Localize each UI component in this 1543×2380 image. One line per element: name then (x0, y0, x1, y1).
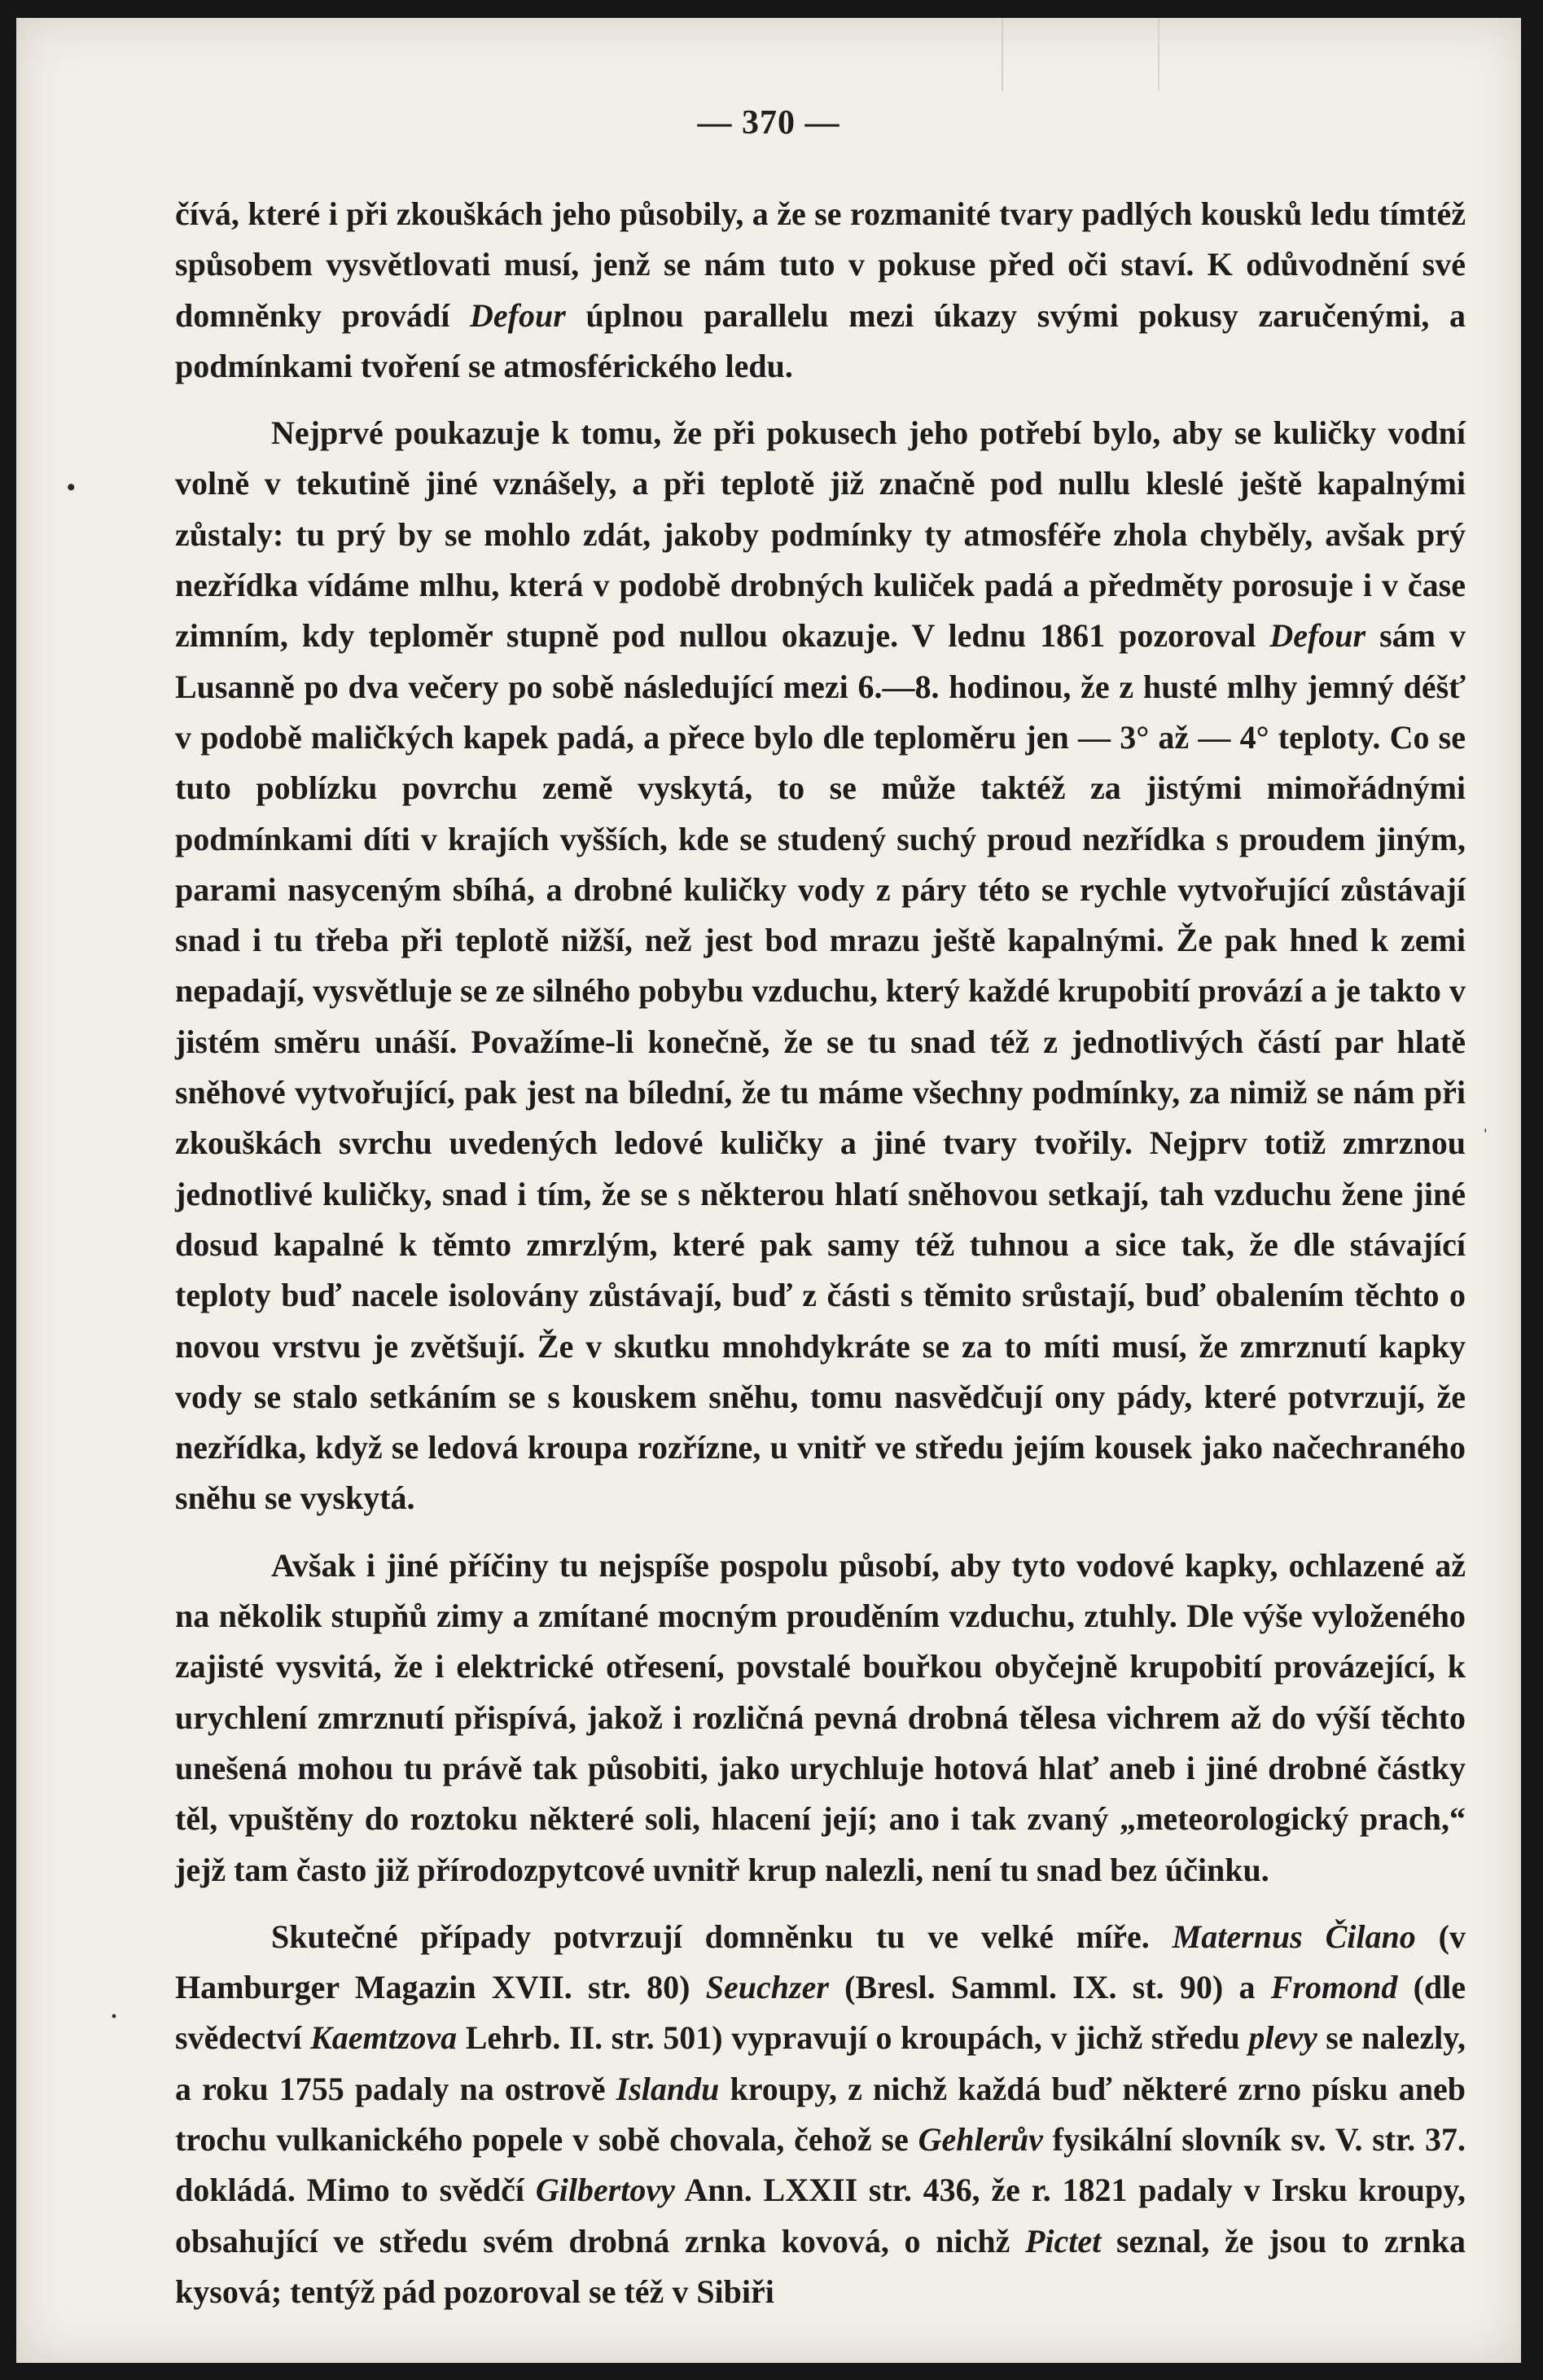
italic-name: Pictet (1025, 2222, 1102, 2259)
text-run: Skutečné případy potvrzují domněnku tu ve velké míře. (271, 1918, 1173, 1955)
italic-name: Islandu (616, 2070, 720, 2107)
margin-mark-bottom-left: · (110, 2003, 119, 2030)
paragraph-4 (175, 1912, 1466, 2317)
text-run: úplnou parallelu mezi úkazy svými pokusy zaručenými, a podmínkami tvoření se atmosférického ledu. (175, 296, 1466, 384)
text-run: Lehrb. II. str. 501) vypravují o kroupách, v jichž středu (457, 2019, 1249, 2057)
paper-bleed-mark (1002, 18, 1159, 91)
body-text (175, 189, 1466, 2334)
text-run: (Bresl. Samml. IX. st. 90) a (828, 1969, 1271, 2006)
margin-mark-right: ˈ (1482, 1125, 1489, 1149)
book-page (16, 18, 1521, 2363)
text-run: (v Hamburger Magazin XVII. str. 80) (175, 1918, 1466, 2006)
text-run: Ann. LXXII str. 436, že r. 1821 padaly v Irsku kroupy, obsahující ve středu svém drobná zrnka kovová, o nichž (175, 2172, 1466, 2259)
page-number: — 370 — (697, 104, 840, 142)
italic-name: Kaemtzova (310, 2019, 458, 2057)
text-run: Avšak i jiné příčiny tu nejspíše pospolu působí, aby tyto vodové kapky, ochlazené až na několik stupňů zimy a zmítané mocným prouděním vzduchu, ztuhly. Dle výše vyloženého zajisté vysvitá, že i elektrické otřesení, povstalé bouřkou obyčejně krupobití provázející, k urychlení zmrznutí přispívá, jakož i rozličná pevná drobná tělesa vichrem až do výší těchto unešená mohou tu právě tak působiti, jako urychluje hotová hlať aneb i jiné drobné částky těl, vpuštěny do roztoku některé soli, hlacení její; ano i tak zvaný „meteorologický prach,“ jejž tam často již přírodozpytcové uvnitř krup nalezli, není tu snad bez účinku. (175, 1546, 1466, 1888)
italic-name: Defour (470, 296, 566, 334)
text-run: kroupy, z nichž každá buď některé zrno písku aneb trochu vulkanického popele v sobě chovala, čehož se (175, 2070, 1466, 2158)
text-run: se nalezly, a roku 1755 padaly na ostrově (175, 2019, 1466, 2107)
text-run: fysikální slovník sv. V. str. 37. dokládá. Mimo to svědčí (175, 2120, 1466, 2209)
margin-mark-left: • (67, 474, 76, 501)
text-run: seznal, že jsou to zrnka kysová; tentýž pád pozoroval se též v Sibiři (175, 2222, 1466, 2310)
italic-name: Fromond (1270, 1969, 1398, 2006)
italic-name: Defour (1269, 617, 1366, 655)
paragraph-1 (175, 189, 1466, 392)
italic-name: plevy (1248, 2019, 1317, 2057)
italic-name: Gilbertovy (535, 2172, 675, 2209)
italic-name: Seuchzer (705, 1969, 829, 2006)
italic-name: Gehlerův (918, 2120, 1043, 2158)
paragraph-2 (175, 408, 1466, 1524)
text-run: Nejprvé poukazuje k tomu, že při pokusech jeho potřebí bylo, aby se kuličky vodní volně v tekutině jiné vznášely, a při teplotě již značně pod nullu kleslé ještě kapalnými zůstaly: tu prý by se mohlo zdát, jakoby podmínky ty atmosféře zhola chyběly, avšak prý nezřídka vídáme mlhu, která v podobě drobných kuliček padá a předměty porosuje i v čase zimním, kdy teploměr stupně pod nullou okazuje. V lednu 1861 pozoroval (175, 414, 1466, 655)
text-run: čívá, které i při zkouškách jeho působily, a že se rozmanité tvary padlých kousků ledu tímtéž spůsobem vysvětlovati musí, jenž se nám tuto v pokuse před oči staví. K odůvodnění své domněnky provádí (175, 195, 1466, 334)
text-run: sám v Lusanně po dva večery po sobě následující mezi 6.—8. hodinou, že z husté mlhy jemný déšť v podobě maličkých kapek padá, a přece bylo dle teploměru jen — 3° až — 4° teploty. Co se tuto poblízku povrchu země vyskytá, to se může taktéž za jistými mimořádnými podmínkami díti v krajích vyšších, kde se studený suchý proud nezřídka s proudem jiným, parami nasyceným sbíhá, a drobné kuličky vody z páry této se rychle vytvořující zůstávají snad i tu třeba při teplotě nižší, než jest bod mrazu ještě kapalnými. Že pak hned k zemi nepadají, vysvětluje se ze silného pobybu vzduchu, který každé krupobití provází a je takto v jistém směru unáší. Považíme-li konečně, že se tu snad též z jednotlivých částí par hlatě sněhové vytvořující, pak jest na bílední, že tu máme všechny podmínky, za nimiž se nám při zkouškách svrchu uvedených ledové kuličky a jiné tvary tvořily. Nejprv totiž zmrznou jednotlivé kuličky, snad i tím, že se s některou hlatí sněhovou setkají, tah vzduchu žene jiné dosud kapalné k těmto zmrzlým, které pak samy též tuhnou a sice tak, že dle stávající teploty buď nacele isolovány zůstávají, buď z části s těmito srůstají, buď obalením těchto o novou vrstvu je zvětšují. Že v skutku mnohdykráte se za to míti musí, že zmrznutí kapky vody se stalo setkáním se s kouskem sněhu, tomu nasvědčují ony pády, které potvrzují, že nezřídka, když se ledová kroupa rozřízne, u vnitř ve středu jejím kousek jako načechraného sněhu se vyskytá. (175, 617, 1466, 1517)
paragraph-3 (175, 1541, 1466, 1896)
text-run: (dle svědectví (175, 1969, 1466, 2057)
italic-name: Maternus Čilano (1172, 1918, 1416, 1955)
